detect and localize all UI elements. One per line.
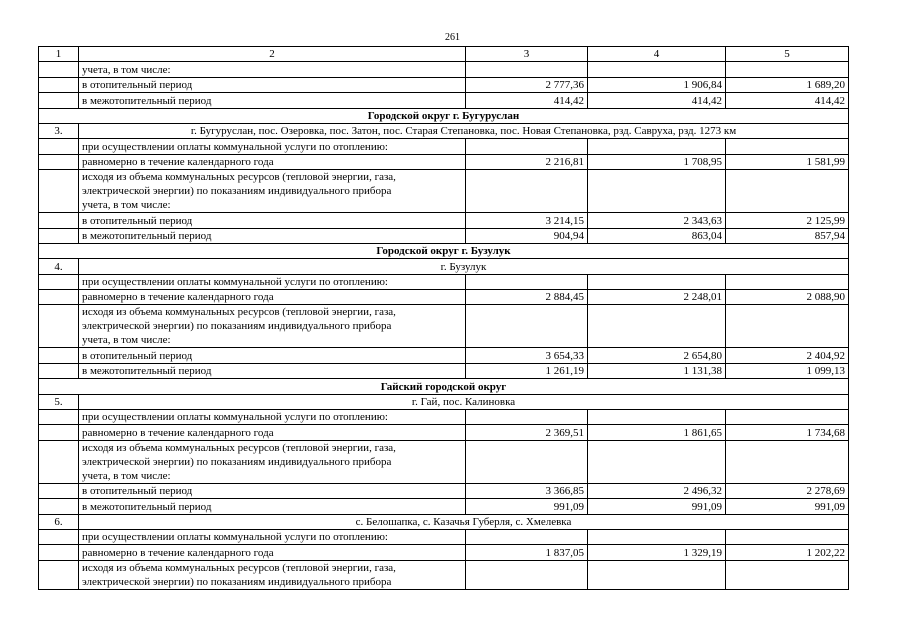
tariff-value: 863,04 [588,228,726,243]
district-heading: Городской округ г. Бузулук [39,243,849,258]
row-label: при осуществлении оплаты коммунальной услуги по отоплению: [79,139,466,154]
empty-value-cell [466,170,588,213]
tariff-value: 2 884,45 [466,290,588,305]
row-number-cell [39,170,79,213]
tariff-value: 1 837,05 [466,545,588,560]
row-number-cell [39,305,79,348]
tariff-value: 414,42 [466,93,588,108]
row-number-cell [39,62,79,77]
tariff-value: 1 708,95 [588,154,726,169]
empty-value-cell [726,440,849,483]
tariff-value: 2 654,80 [588,348,726,363]
empty-value-cell [466,560,588,589]
empty-value-cell [466,305,588,348]
tariff-value: 1 734,68 [726,425,849,440]
description-cell [79,170,466,213]
tariff-value [466,529,588,544]
value-row [39,348,849,363]
tariff-value: 991,09 [726,499,849,514]
tariff-value [726,62,849,77]
value-row [39,228,849,243]
row-number-cell [39,139,79,154]
tariff-value [726,529,849,544]
locality-name: с. Белошапка, с. Казачья Губерля, с. Хмелевка [79,514,849,529]
row-number-cell [39,483,79,498]
district-heading-row [39,379,849,394]
tariff-value: 991,09 [588,499,726,514]
tariff-value: 904,94 [466,228,588,243]
empty-value-cell [588,440,726,483]
row-label: в межотопительный период [79,499,466,514]
row-label: равномерно в течение календарного года [79,545,466,560]
row-label: при осуществлении оплаты коммунальной услуги по отоплению: [79,529,466,544]
description-line: исходя из объема коммунальных ресурсов (тепловой энергии, газа, [82,171,396,184]
description-cell [79,305,466,348]
column-header: 4 [588,47,726,62]
row-number-cell [39,290,79,305]
row-label: при осуществлении оплаты коммунальной услуги по отоплению: [79,274,466,289]
tariff-value [466,62,588,77]
tariff-value [466,139,588,154]
tariff-value: 2 088,90 [726,290,849,305]
value-row [39,77,849,92]
tariff-value: 414,42 [726,93,849,108]
tariff-value [466,410,588,425]
row-number-cell [39,560,79,589]
row-label: в отопительный период [79,77,466,92]
description-cell [79,440,466,483]
district-heading-row [39,243,849,258]
tariff-value [588,139,726,154]
tariff-value: 2 777,36 [466,77,588,92]
row-label: в отопительный период [79,348,466,363]
description-row [39,560,849,589]
tariff-value [726,410,849,425]
empty-value-cell [466,440,588,483]
description-line: учета, в том числе: [82,469,171,482]
column-header: 5 [726,47,849,62]
tariff-value: 2 369,51 [466,425,588,440]
row-number-cell [39,213,79,228]
tariff-value: 1 329,19 [588,545,726,560]
tariff-value: 1 689,20 [726,77,849,92]
empty-value-cell [588,305,726,348]
description-line: электрической энергии) по показаниям индивидуального прибора [82,455,392,468]
tariff-value: 2 278,69 [726,483,849,498]
description-line: исходя из объема коммунальных ресурсов (тепловой энергии, газа, [82,306,396,319]
row-number-cell [39,348,79,363]
row-label: при осуществлении оплаты коммунальной услуги по отоплению: [79,410,466,425]
tariff-value [726,274,849,289]
table-body [39,62,849,589]
value-row [39,545,849,560]
value-row [39,154,849,169]
district-heading: Городской округ г. Бугуруслан [39,108,849,123]
row-label: в межотопительный период [79,228,466,243]
description-line: учета, в том числе: [82,199,171,212]
district-heading-row [39,108,849,123]
value-row [39,290,849,305]
text-row [39,274,849,289]
row-number-cell [39,228,79,243]
row-number-cell [39,363,79,378]
description-row [39,170,849,213]
row-label: в отопительный период [79,213,466,228]
value-row [39,213,849,228]
tariff-value: 2 404,92 [726,348,849,363]
empty-value-cell [726,170,849,213]
tariff-value: 3 654,33 [466,348,588,363]
row-number-cell [39,77,79,92]
row-number-cell [39,154,79,169]
tariff-value [588,62,726,77]
tariff-value: 857,94 [726,228,849,243]
tariff-value: 1 202,22 [726,545,849,560]
row-number: 4. [39,259,79,274]
locality-name: г. Бугуруслан, пос. Озеровка, пос. Затон, пос. Старая Степановка, пос. Новая Степановка, рзд. Савруха, рзд. 1273 км [79,123,849,138]
row-number: 3. [39,123,79,138]
tariff-value [466,274,588,289]
row-number: 5. [39,394,79,409]
description-row [39,440,849,483]
tariff-value: 1 861,65 [588,425,726,440]
empty-value-cell [726,560,849,589]
row-number-cell [39,274,79,289]
value-row [39,425,849,440]
tariff-value: 2 125,99 [726,213,849,228]
locality-row [39,514,849,529]
tariff-value: 2 343,63 [588,213,726,228]
text-row [39,62,849,77]
tariff-value: 991,09 [466,499,588,514]
row-number-cell [39,499,79,514]
row-label: равномерно в течение календарного года [79,425,466,440]
locality-row [39,259,849,274]
description-line: электрической энергии) по показаниям индивидуального прибора [82,185,392,198]
tariff-value: 1 906,84 [588,77,726,92]
tariff-value: 1 581,99 [726,154,849,169]
empty-value-cell [588,170,726,213]
description-line: учета, в том числе: [82,334,171,347]
tariff-value: 414,42 [588,93,726,108]
locality-name: г. Гай, пос. Калиновка [79,394,849,409]
tariff-table [38,46,849,590]
row-number-cell [39,529,79,544]
empty-value-cell [726,305,849,348]
row-number-cell [39,440,79,483]
tariff-value [726,139,849,154]
tariff-value: 1 261,19 [466,363,588,378]
value-row [39,93,849,108]
text-row [39,139,849,154]
tariff-value: 2 248,01 [588,290,726,305]
text-row [39,529,849,544]
tariff-value: 2 496,32 [588,483,726,498]
tariff-value [588,529,726,544]
row-number-cell [39,545,79,560]
row-number-cell [39,425,79,440]
tariff-value: 1 099,13 [726,363,849,378]
description-cell [79,560,466,589]
tariff-value: 1 131,38 [588,363,726,378]
value-row [39,483,849,498]
column-header: 2 [79,47,466,62]
empty-value-cell [588,560,726,589]
description-line: исходя из объема коммунальных ресурсов (тепловой энергии, газа, [82,441,396,454]
row-label: учета, в том числе: [79,62,466,77]
row-number-cell [39,410,79,425]
text-row [39,410,849,425]
district-heading: Гайский городской округ [39,379,849,394]
locality-row [39,123,849,138]
row-label: в межотопительный период [79,363,466,378]
row-number: 6. [39,514,79,529]
row-number-cell [39,93,79,108]
locality-row [39,394,849,409]
description-line: исходя из объема коммунальных ресурсов (тепловой энергии, газа, [82,561,396,574]
description-row [39,305,849,348]
column-number-row [39,47,849,62]
tariff-value: 3 366,85 [466,483,588,498]
tariff-value [588,274,726,289]
tariff-value: 3 214,15 [466,213,588,228]
column-header: 1 [39,47,79,62]
locality-name: г. Бузулук [79,259,849,274]
row-label: в отопительный период [79,483,466,498]
row-label: равномерно в течение календарного года [79,154,466,169]
value-row [39,363,849,378]
tariff-value: 2 216,81 [466,154,588,169]
value-row [39,499,849,514]
page-number: 261 [445,32,460,43]
tariff-value [588,410,726,425]
description-line: электрической энергии) по показаниям индивидуального прибора [82,320,392,333]
row-label: равномерно в течение календарного года [79,290,466,305]
description-line: электрической энергии) по показаниям индивидуального прибора [82,575,392,588]
column-header: 3 [466,47,588,62]
row-label: в межотопительный период [79,93,466,108]
